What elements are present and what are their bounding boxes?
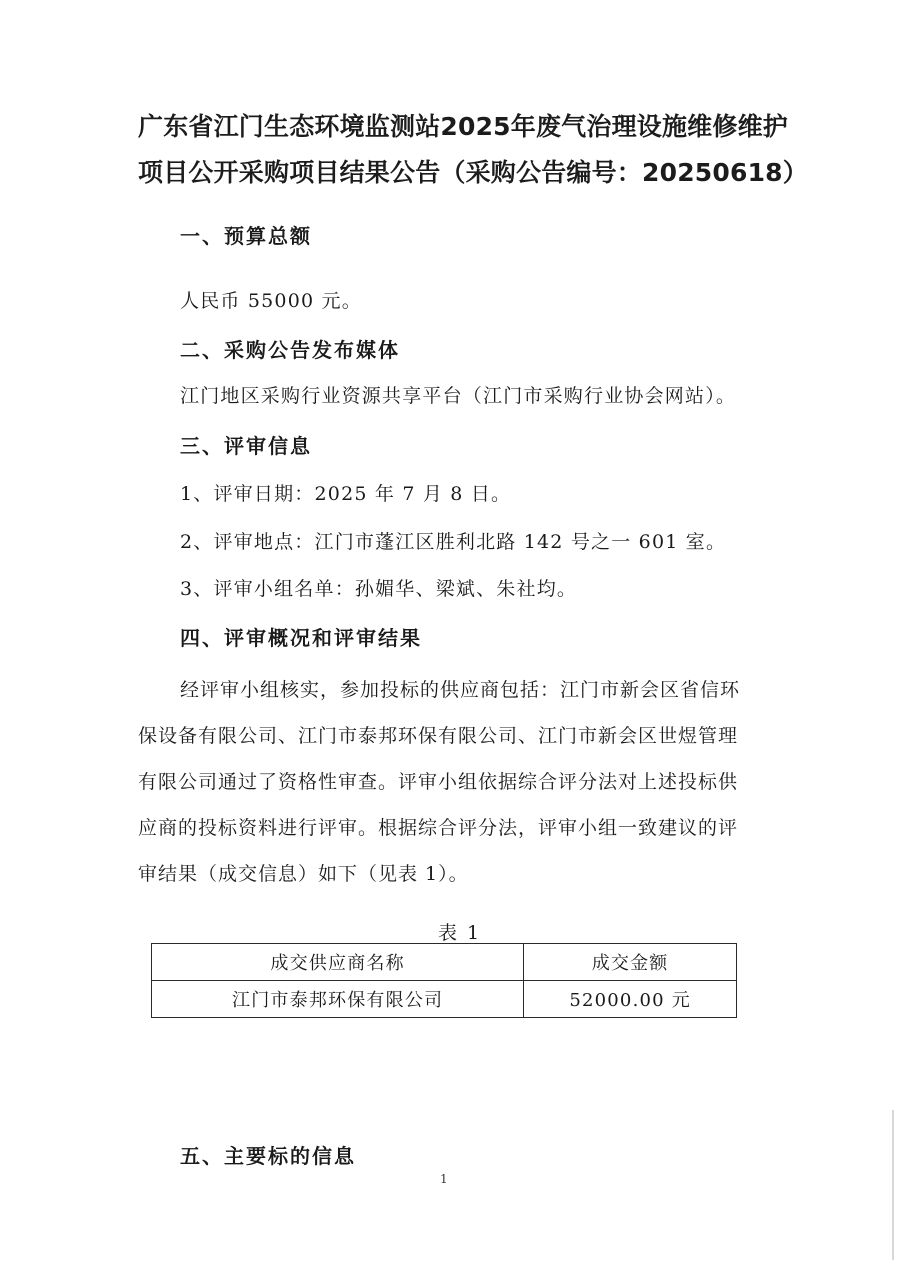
- title-line-2: 项目公开采购项目结果公告（采购公告编号：20250618）: [138, 158, 808, 187]
- paragraph-line: 应商的投标资料进行评审。根据综合评分法，评审小组一致建议的评: [138, 817, 739, 839]
- paragraph-line: 有限公司通过了资格性审查。评审小组依据综合评分法对上述投标供: [138, 771, 739, 793]
- cell-supplier-name: 江门市泰邦环保有限公司: [152, 981, 524, 1018]
- scan-edge-line: [892, 1110, 894, 1260]
- budget-text: 人民币 55000 元。: [180, 290, 362, 312]
- section-5-heading: 五、主要标的信息: [180, 1144, 356, 1168]
- result-table: [151, 943, 737, 1018]
- section-3-heading: 三、评审信息: [180, 434, 312, 458]
- review-summary-paragraph: [138, 667, 768, 897]
- header-amount: 成交金额: [524, 944, 737, 981]
- table-caption: 表 1: [438, 922, 482, 944]
- page-number: 1: [440, 1172, 448, 1186]
- paragraph-line: 保设备有限公司、江门市泰邦环保有限公司、江门市新会区世煜管理: [138, 725, 739, 747]
- review-location: 2、评审地点：江门市蓬江区胜利北路 142 号之一 601 室。: [180, 531, 727, 553]
- cell-amount: 52000.00 元: [524, 981, 737, 1018]
- header-supplier-name: 成交供应商名称: [152, 944, 524, 981]
- section-1-heading: 一、预算总额: [180, 224, 312, 248]
- paragraph-line: 经评审小组核实，参加投标的供应商包括：江门市新会区省信环: [180, 679, 741, 701]
- paragraph-line: 审结果（成交信息）如下（见表 1）。: [138, 863, 469, 885]
- publishing-media-text: 江门地区采购行业资源共享平台（江门市采购行业协会网站）。: [180, 385, 737, 407]
- review-panel-members: 3、评审小组名单：孙媚华、梁斌、朱社均。: [180, 578, 578, 600]
- title-line-1: 广东省江门生态环境监测站2025年废气治理设施维修维护: [138, 112, 788, 141]
- table-header-row: [152, 944, 737, 981]
- section-4-heading: 四、评审概况和评审结果: [180, 626, 422, 650]
- section-2-heading: 二、采购公告发布媒体: [180, 338, 400, 362]
- document-title: [138, 104, 808, 196]
- table-row: [152, 981, 737, 1018]
- review-date: 1、评审日期：2025 年 7 月 8 日。: [180, 483, 512, 505]
